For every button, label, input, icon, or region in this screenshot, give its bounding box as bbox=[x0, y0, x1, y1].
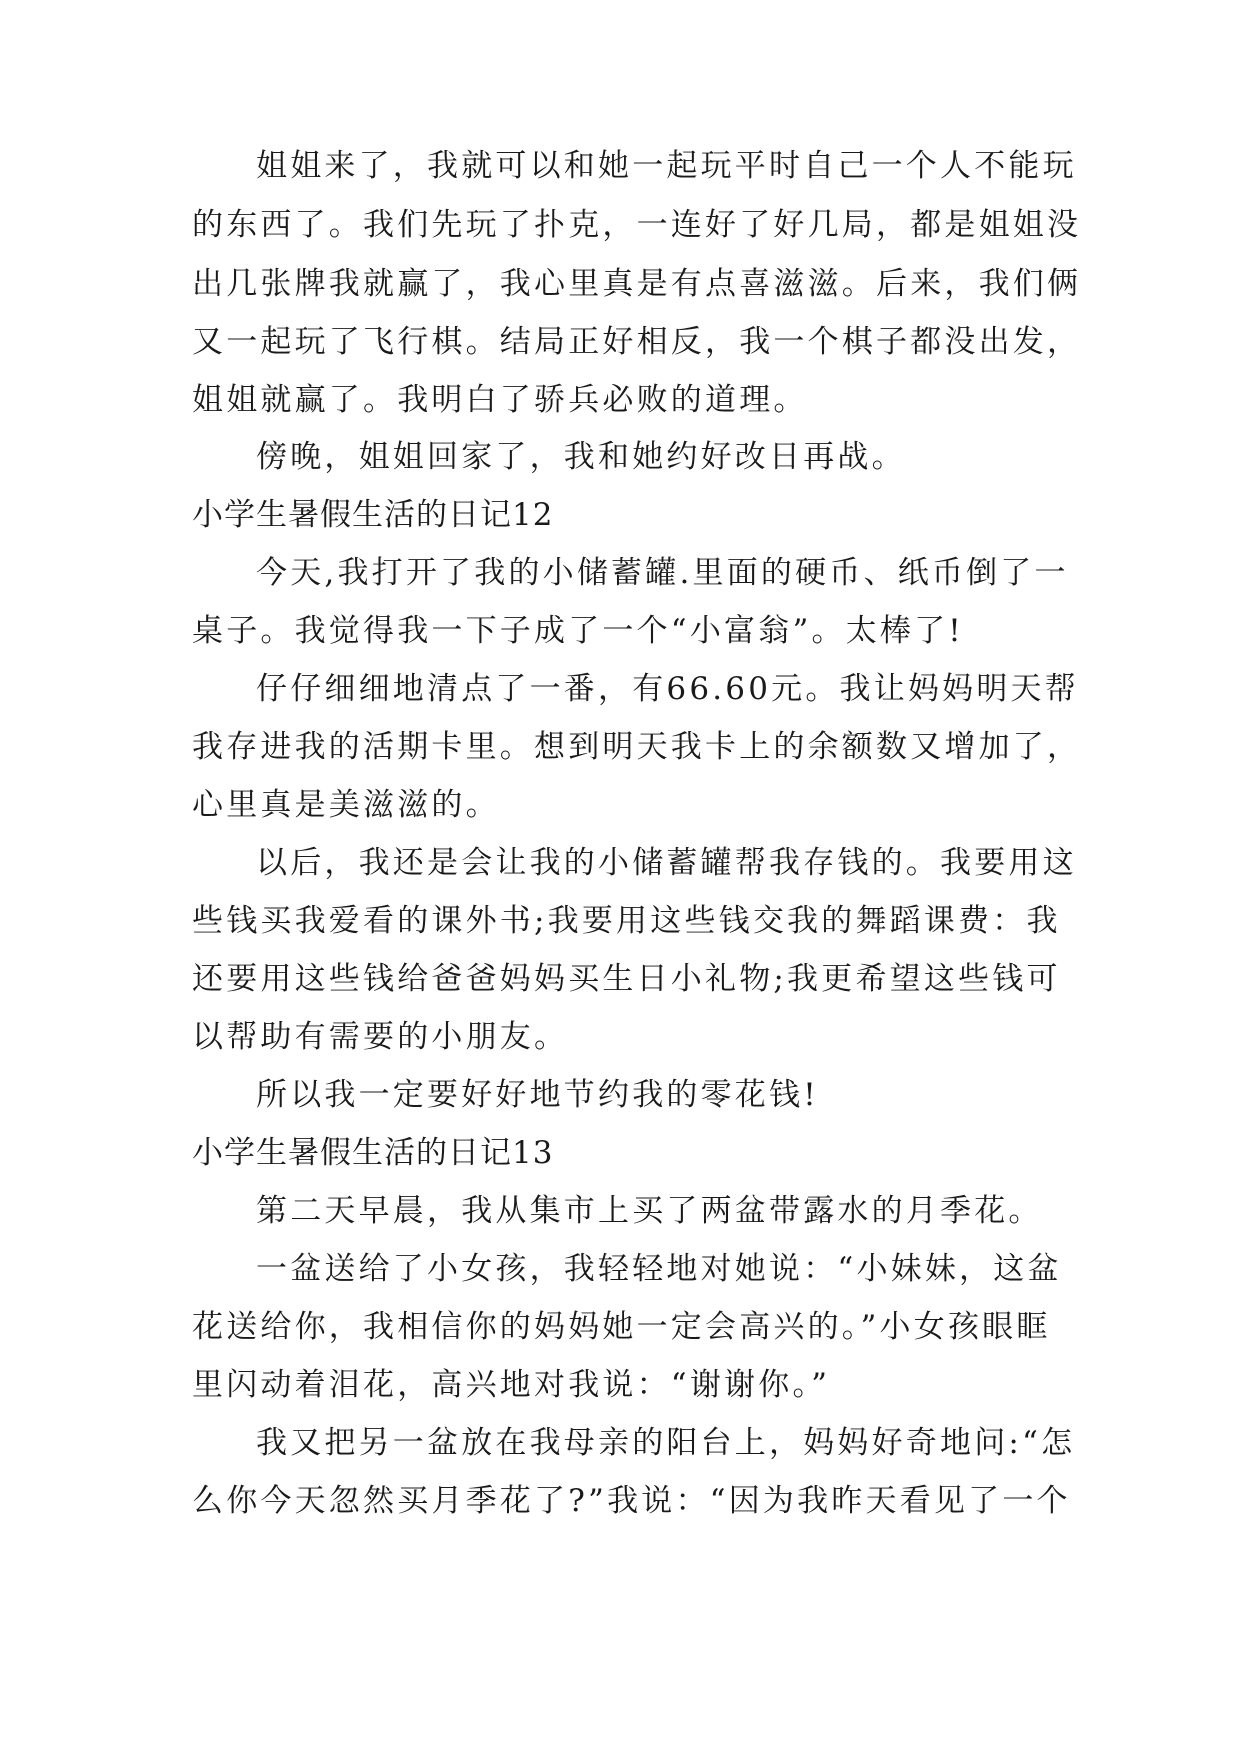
text-line: 所以我一定要好好地节约我的零花钱! bbox=[256, 1077, 819, 1113]
text-line: 姐姐来了，我就可以和她一起玩平时自己一个人不能玩 bbox=[256, 148, 1077, 184]
text-line: 还要用这些钱给爸爸妈妈买生日小礼物;我更希望这些钱可 bbox=[192, 961, 1061, 997]
text-line: 又一起玩了飞行棋。结局正好相反，我一个棋子都没出发， bbox=[192, 324, 1082, 360]
text-line: 一盆送给了小女孩，我轻轻地对她说：“小妹妹，这盆 bbox=[256, 1251, 1062, 1287]
section-heading: 小学生暑假生活的日记12 bbox=[192, 497, 554, 533]
section-heading: 小学生暑假生活的日记13 bbox=[192, 1135, 554, 1171]
text-line: 花送给你，我相信你的妈妈她一定会高兴的。”小女孩眼眶 bbox=[192, 1309, 1051, 1345]
text-line: 仔仔细细地清点了一番，有66.60元。我让妈妈明天帮 bbox=[256, 671, 1079, 707]
text-line: 今天,我打开了我的小储蓄罐.里面的硬币、纸币倒了一 bbox=[256, 555, 1069, 591]
text-line: 出几张牌我就赢了，我心里真是有点喜滋滋。后来，我们俩 bbox=[192, 266, 1082, 302]
text-line: 傍晚，姐姐回家了，我和她约好改日再战。 bbox=[256, 439, 906, 475]
text-line: 以帮助有需要的小朋友。 bbox=[192, 1019, 569, 1055]
text-line: 么你今天忽然买月季花了?”我说：“因为我昨天看见了一个 bbox=[192, 1483, 1071, 1519]
text-line: 心里真是美滋滋的。 bbox=[192, 787, 500, 823]
text-line: 些钱买我爱看的课外书;我要用这些钱交我的舞蹈课费：我 bbox=[192, 903, 1061, 939]
text-line: 我又把另一盆放在我母亲的阳台上，妈妈好奇地问:“怎 bbox=[256, 1425, 1076, 1461]
text-line: 我存进我的活期卡里。想到明天我卡上的余额数又增加了， bbox=[192, 729, 1082, 765]
text-line: 以后，我还是会让我的小储蓄罐帮我存钱的。我要用这 bbox=[256, 845, 1077, 881]
text-line: 里闪动着泪花，高兴地对我说：“谢谢你。” bbox=[192, 1367, 831, 1403]
text-line: 的东西了。我们先玩了扑克，一连好了好几局，都是姐姐没 bbox=[192, 207, 1082, 243]
text-line: 姐姐就赢了。我明白了骄兵必败的道理。 bbox=[192, 382, 808, 418]
text-line: 桌子。我觉得我一下子成了一个“小富翁”。太棒了! bbox=[192, 613, 964, 649]
text-line: 第二天早晨，我从集市上买了两盆带露水的月季花。 bbox=[256, 1193, 1043, 1229]
